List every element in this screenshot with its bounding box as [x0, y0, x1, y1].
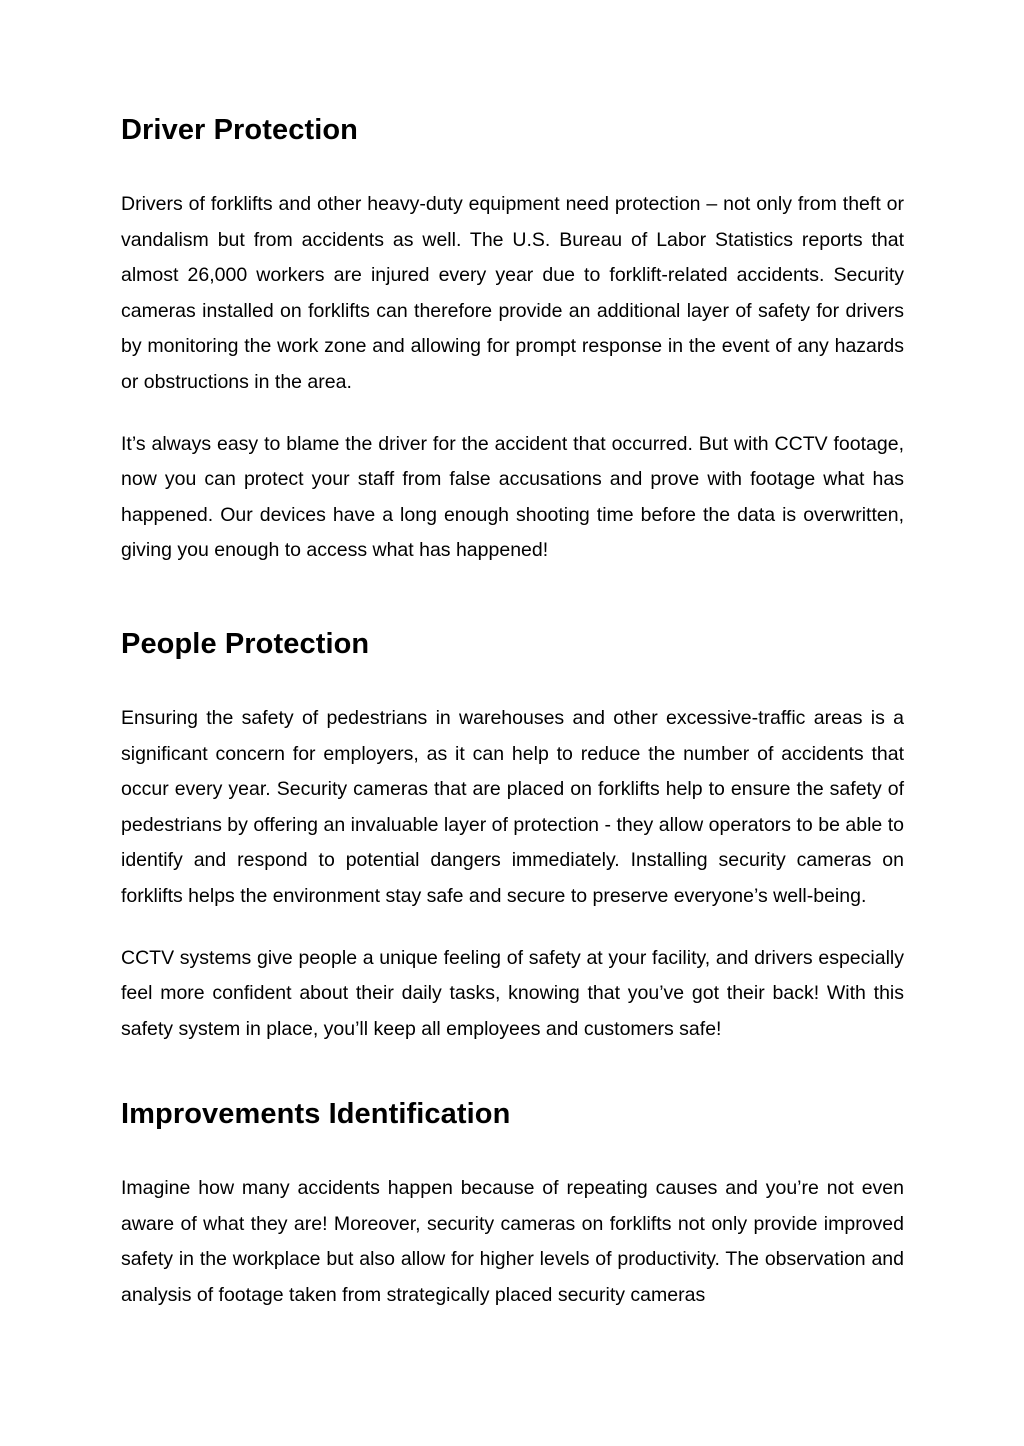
spacer — [121, 401, 904, 427]
paragraph-driver-protection-2: It’s always easy to blame the driver for the accident that occurred. But with CCTV footage, now you can protect your staff from false accusations and prove with footage what has happened. Our devices have a long enough shooting time before the data is overwritten, giving you enough to access what has happened! — [121, 432, 904, 562]
paragraph-people-protection-1: Ensuring the safety of pedestrians in warehouses and other excessive-traffic areas is a significant concern for employers, as it can help to reduce the number of accidents that occur every year. Security cameras that are placed on forklifts help to ensure the safety of pedestrians by offering an invaluable layer of protection - they allow operators to be able to identify and respond to potential dangers immediately. Installing security cameras on forklifts helps the environment stay safe and secure to preserve everyone’s well-being. — [121, 706, 904, 907]
spacer — [121, 1047, 904, 1097]
section-heading-driver-protection: Driver Protection — [121, 114, 358, 146]
section-heading-people-protection: People Protection — [121, 627, 370, 660]
spacer — [121, 661, 904, 701]
paragraph-driver-protection-1: Drivers of forklifts and other heavy-duty equipment need protection – not only from theft or vandalism but from accidents as well. The U.S. Bureau of Labor Statistics reports that almost 26,000 workers are injured every year due to forklift-related accidents. Security cameras installed on forklifts can therefore provide an additional layer of safety for drivers by monitoring the work zone and allowing for prompt response in the event of any hazards or obstructions in the area. — [121, 193, 904, 393]
paragraph-improvements-identification-1: Imagine how many accidents happen because of repeating causes and you’re not even aware of what they are! Moreover, security cameras on forklifts not only provide improved safety in the workplace but also allow for higher levels of productivity. The observation and analysis of footage taken from strategically placed security cameras — [121, 1177, 904, 1307]
spacer — [121, 147, 904, 187]
spacer — [121, 1131, 904, 1171]
document-content — [121, 113, 904, 1314]
spacer — [121, 915, 904, 941]
section-heading-improvements-identification: Improvements Identification — [121, 1098, 511, 1131]
paragraph-people-protection-2: CCTV systems give people a unique feeling of safety at your facility, and drivers especially feel more confident about their daily tasks, knowing that you’ve got their back! With this safety system in place, you’ll keep all employees and customers safe! — [121, 946, 904, 1040]
spacer — [121, 569, 904, 627]
